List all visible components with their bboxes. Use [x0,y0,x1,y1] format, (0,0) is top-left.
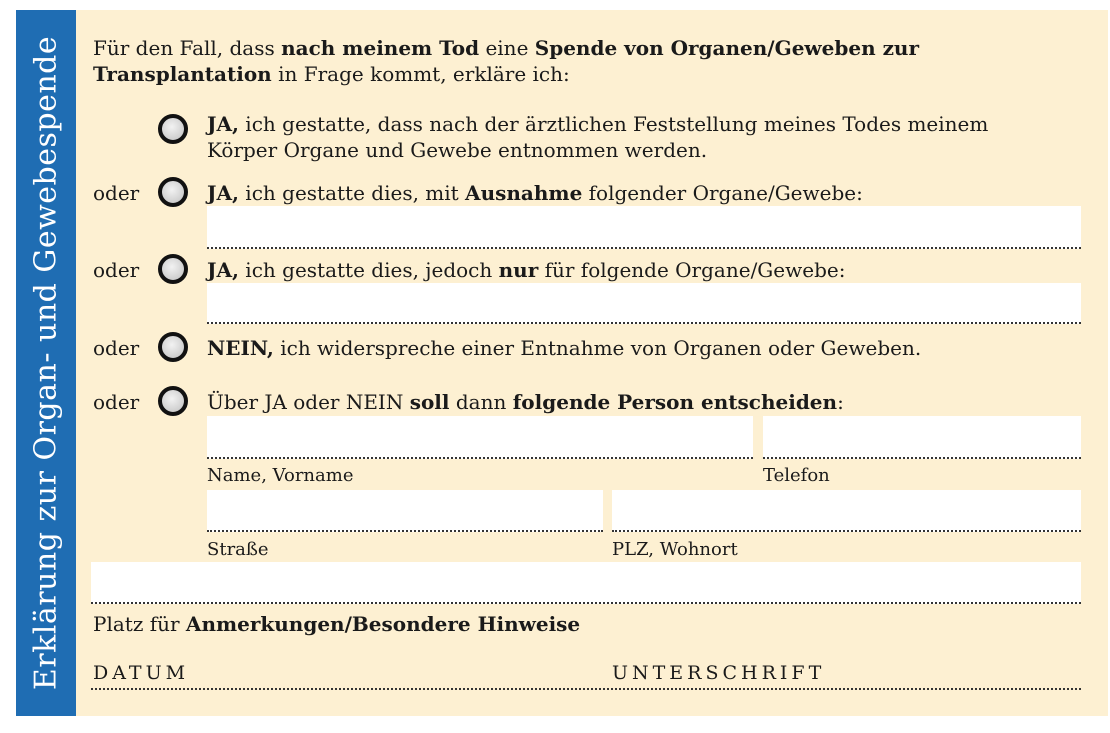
remarks-label: Platz für Anmerkungen/Besondere Hinweise [93,612,581,636]
signature-line[interactable] [91,688,1081,690]
option-person-text: Über JA oder NEIN soll dann folgende Person entscheiden: [207,390,844,414]
option-yes-all-text-1: JA, ich gestatte, dass nach der ärztlichen Feststellung meines Todes meinem [207,112,989,136]
card-title: Erklärung zur Organ- und Gewebespende [28,35,64,691]
signature-label: UNTERSCHRIFT [612,662,826,684]
option-no-radio[interactable] [158,332,188,362]
name-field[interactable] [207,416,753,459]
option-no-text: NEIN, ich widerspreche einer Entnahme von Organen oder Geweben. [207,336,922,360]
only-organs-field[interactable] [207,283,1081,324]
date-label: DATUM [93,662,190,684]
street-label: Straße [207,539,269,560]
name-label: Name, Vorname [207,465,354,486]
option-person-radio[interactable] [158,386,188,416]
phone-field[interactable] [763,416,1081,459]
intro-line-2: Transplantation in Frage kommt, erkläre ich: [93,62,570,86]
city-label: PLZ, Wohnort [612,539,738,560]
city-field[interactable] [612,490,1081,532]
option-yes-except-text: JA, ich gestatte dies, mit Ausnahme folgender Organe/Gewebe: [207,181,863,205]
option-no-prefix: oder [93,336,140,360]
option-yes-only-text: JA, ich gestatte dies, jedoch nur für folgende Organe/Gewebe: [207,258,846,282]
street-field[interactable] [207,490,603,532]
remarks-field[interactable] [91,562,1081,604]
option-yes-all-text-2: Körper Organe und Gewebe entnommen werden. [207,138,708,162]
except-organs-field[interactable] [207,206,1081,249]
option-person-prefix: oder [93,390,140,414]
option-yes-only-radio[interactable] [158,254,188,284]
phone-label: Telefon [763,465,830,486]
intro-line-1: Für den Fall, dass nach meinem Tod eine Spende von Organen/Geweben zur [93,36,920,60]
option-yes-except-radio[interactable] [158,177,188,207]
option-except-prefix: oder [93,181,140,205]
option-yes-all-radio[interactable] [158,114,188,144]
option-only-prefix: oder [93,258,140,282]
